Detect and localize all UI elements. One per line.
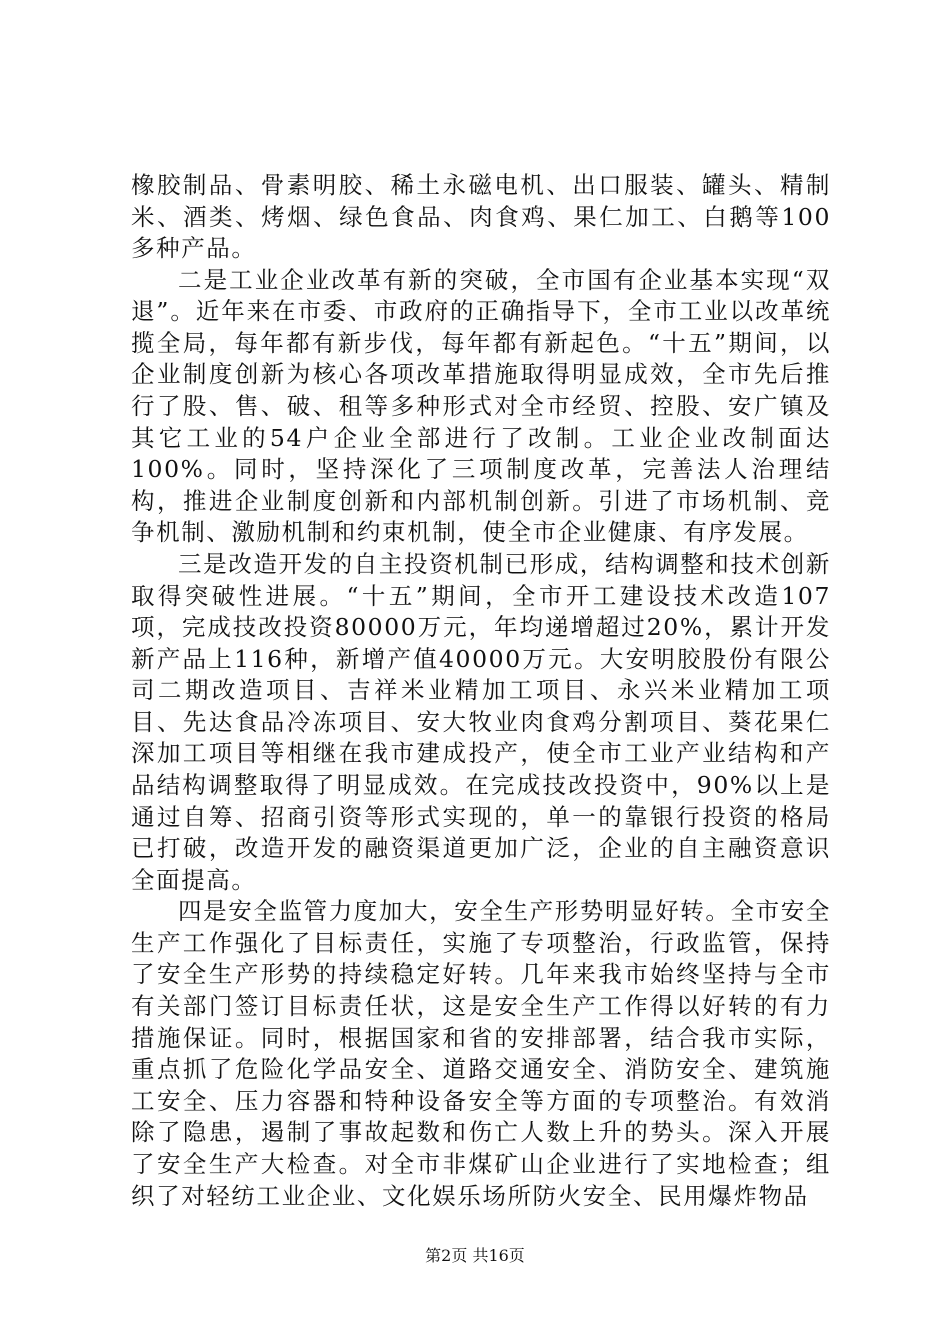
page-number-footer: 第2页 共16页	[425, 1246, 525, 1265]
paragraph-1: 橡胶制品、骨素明胶、稀土永磁电机、出口服装、罐头、精制米、酒类、烤烟、绿色食品、肉食鸡、果仁加工、白鹅等100多种产品。	[131, 171, 831, 263]
paragraph-4: 四是安全监管力度加大，安全生产形势明显好转。全市安全生产工作强化了目标责任，实施了专项整治，行政监管，保持了安全生产形势的持续稳定好转。几年来我市始终坚持与全市有关部门签订目标责任状，这是安全生产工作得以好转的有力措施保证。同时，根据国家和省的安排部署，结合我市实际，重点抓了危险化学品安全、道路交通安全、消防安全、建筑施工安全、压力容器和特种设备安全等方面的专项整治。有效消除了隐患，遏制了事故起数和伤亡人数上升的势头。深入开展了安全生产大检查。对全市非煤矿山企业进行了实地检查；组织了对轻纺工业企业、文化娱乐场所防火安全、民用爆炸物品	[131, 897, 831, 1210]
document-body	[131, 170, 831, 1212]
paragraph-2: 二是工业企业改革有新的突破，全市国有企业基本实现“双退”。近年来在市委、市政府的正确指导下，全市工业以改革统揽全局，每年都有新步伐，每年都有新起色。“十五”期间，以企业制度创新为核心各项改革措施取得明显成效，全市先后推行了股、售、破、租等多种形式对全市经贸、控股、安广镇及其它工业的54户企业全部进行了改制。工业企业改制面达100%。同时，坚持深化了三项制度改革，完善法人治理结构，推进企业制度创新和内部机制创新。引进了市场机制、竞争机制、激励机制和约束机制，使全市企业健康、有序发展。	[131, 265, 831, 547]
paragraph-3: 三是改造开发的自主投资机制已形成，结构调整和技术创新取得突破性进展。“十五”期间，全市开工建设技术改造107项，完成技改投资80000万元，年均递增超过20%，累计开发新产品上116种，新增产值40000万元。大安明胶股份有限公司二期改造项目、吉祥米业精加工项目、永兴米业精加工项目、先达食品冷冻项目、安大牧业肉食鸡分割项目、葵花果仁深加工项目等相继在我市建成投产，使全市工业产业结构和产品结构调整取得了明显成效。在完成技改投资中，90%以上是通过自筹、招商引资等形式实现的，单一的靠银行投资的格局已打破，改造开发的融资渠道更加广泛，企业的自主融资意识全面提高。	[131, 549, 831, 894]
